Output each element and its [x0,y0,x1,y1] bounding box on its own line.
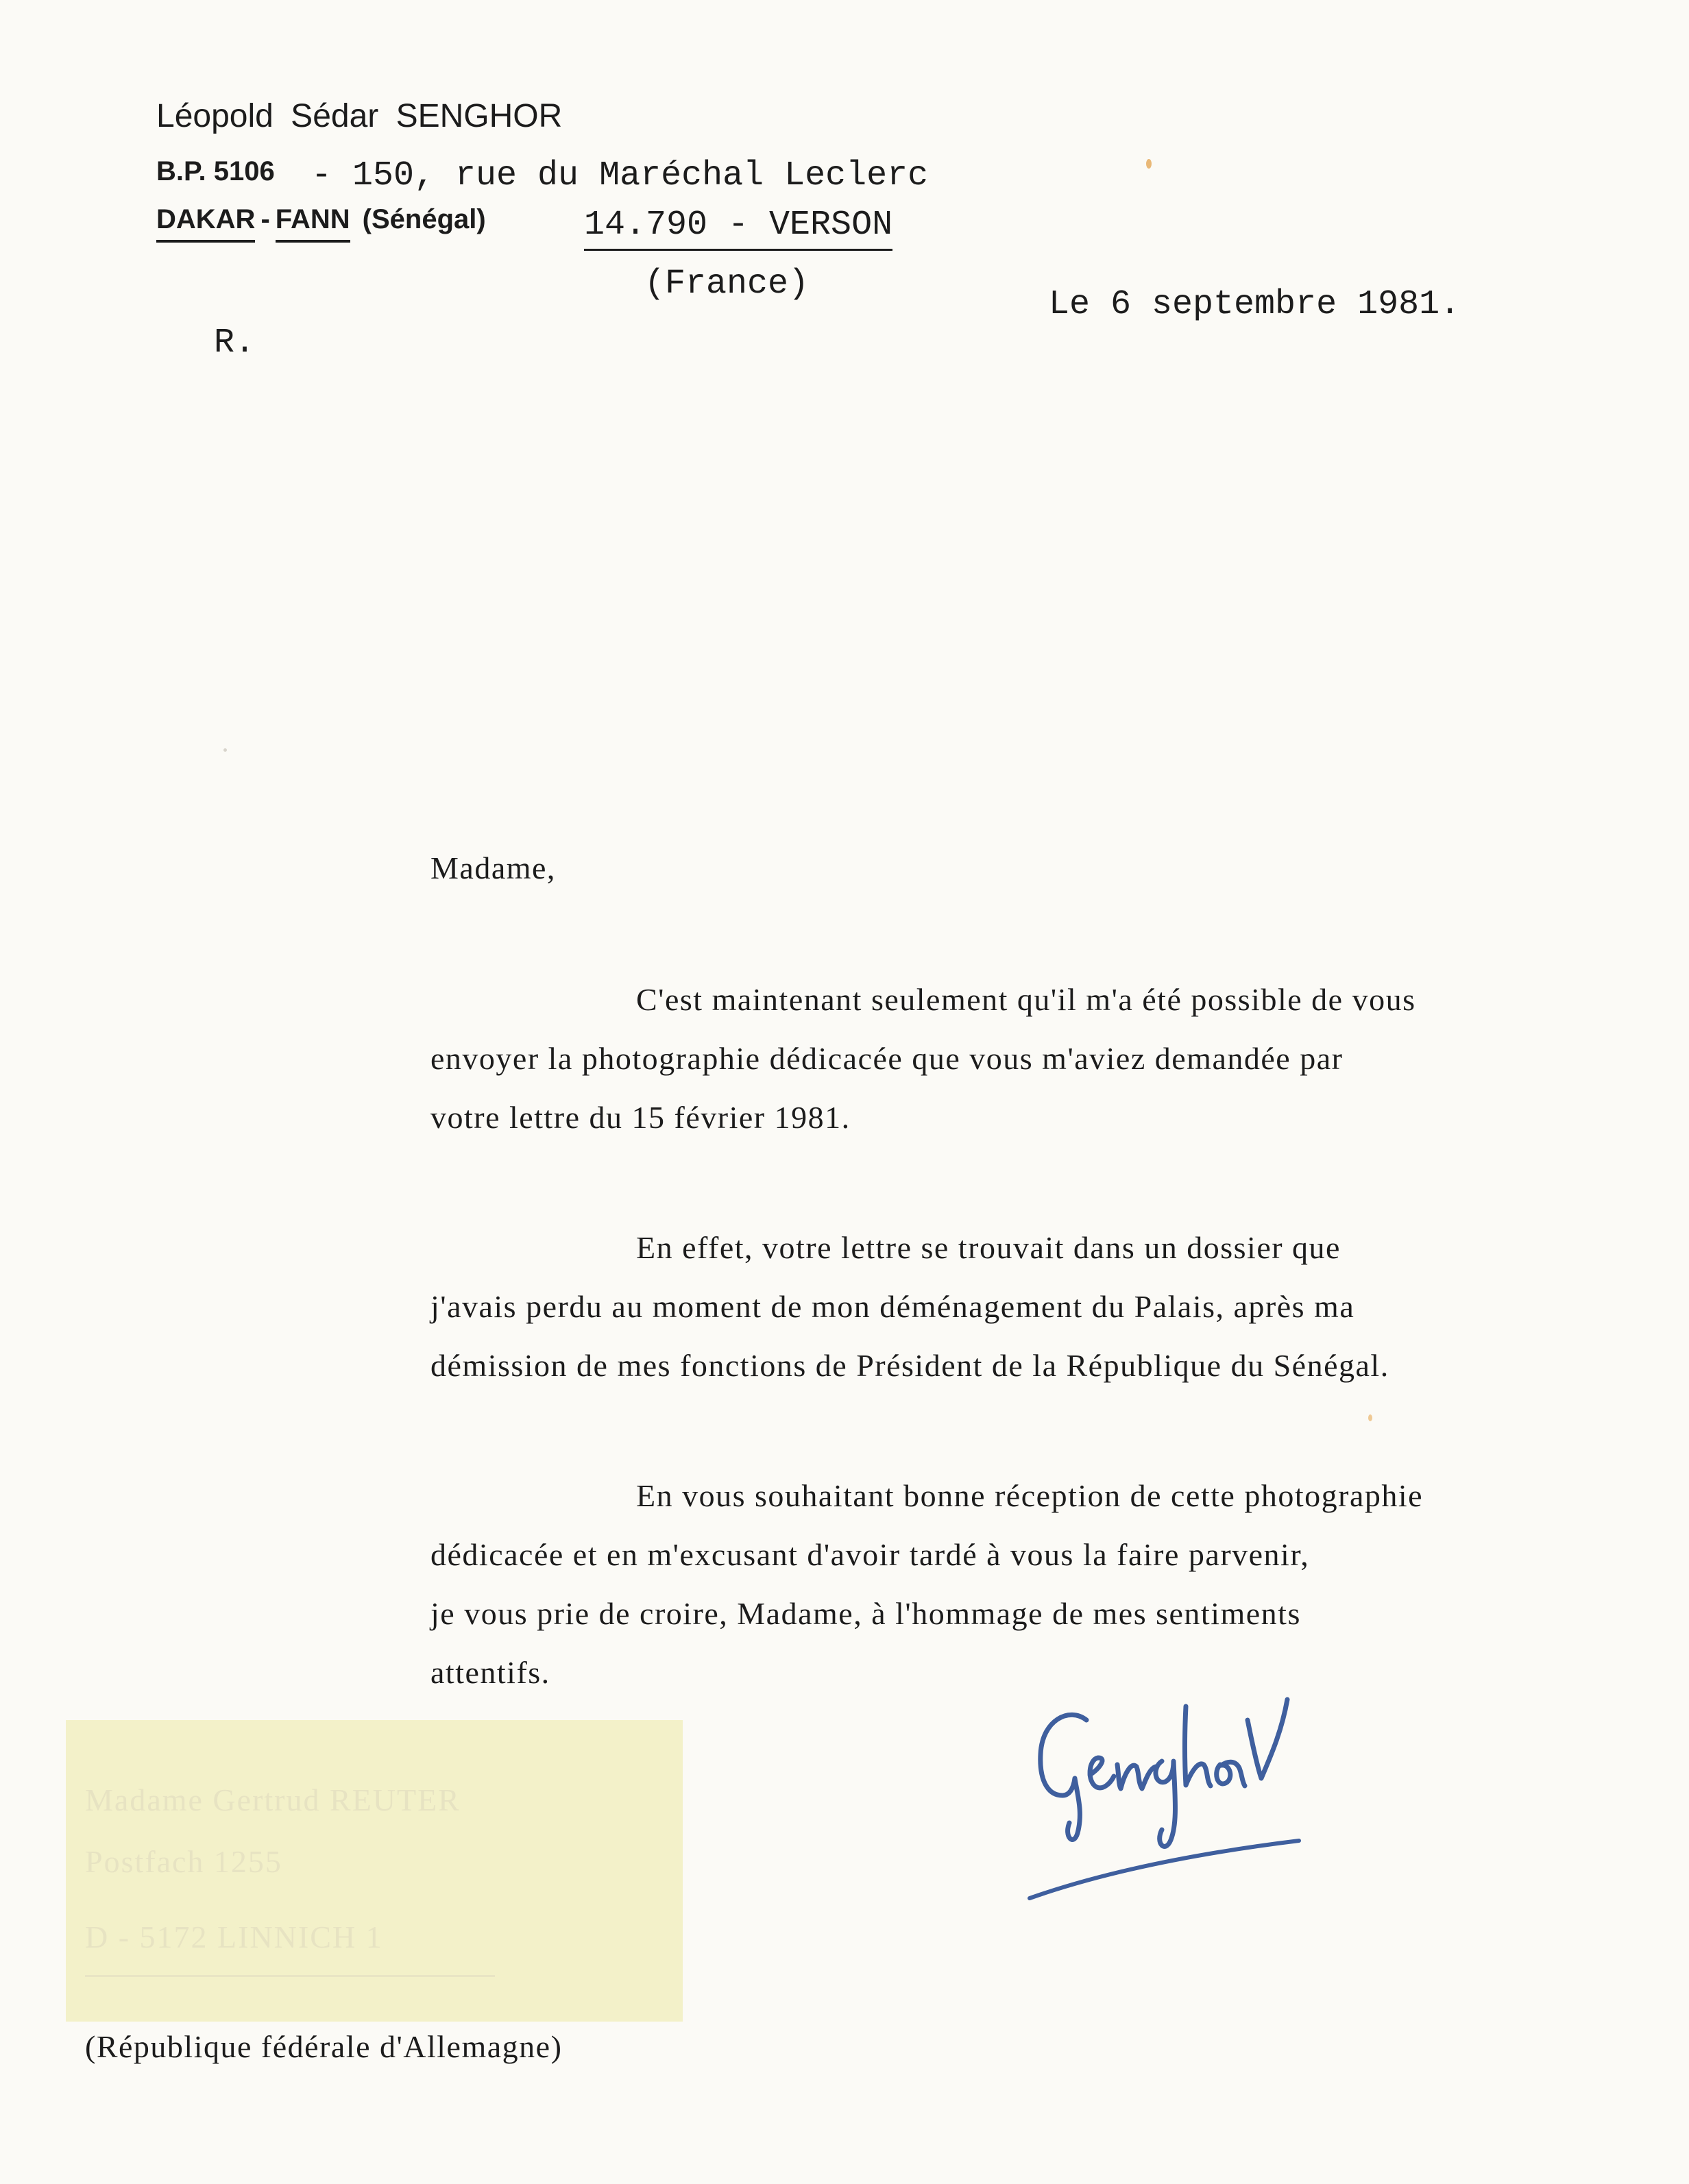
paragraph-3-line-1: En vous souhaitant bonne réception de cette photographie [636,1478,1424,1513]
slip-recipient-name: Madame Gertrud REUTER [85,1782,461,1817]
letterhead-country: (Sénégal) [362,204,486,234]
recipient-country: (République fédérale d'Allemagne) [85,2029,563,2064]
paper-speck [1368,1414,1372,1421]
paragraph-3 [430,1467,1651,1702]
paragraph-1-line-2: envoyer la photographie dédicacée que vous m'aviez demandée par [430,1041,1344,1076]
paragraph-1-line-3: votre lettre du 15 février 1981. [430,1100,851,1135]
address-street: - 150, rue du Maréchal Leclerc [311,156,929,195]
slip-city: D - 5172 LINNICH 1 [85,1919,383,1954]
paragraph-3-line-3: je vous prie de croire, Madame, à l'hommage de mes sentiments [430,1596,1301,1631]
address-postal [584,206,892,251]
salutation: Madame, [430,850,556,885]
paragraph-1 [430,970,1651,1147]
slip-po-box: Postfach 1255 [85,1844,282,1879]
letterhead-po-box: B.P. 5106 [156,156,275,186]
letterhead-name: Léopold Sédar SENGHOR [156,98,563,134]
paper-speck [1146,159,1152,169]
letterhead-city-name: DAKAR [156,204,255,243]
paragraph-3-line-4: attentifs. [430,1655,550,1690]
reference-mark: R. [214,323,256,363]
paragraph-2-line-3: démission de mes fonctions de Président de la République du Sénégal. [430,1348,1389,1383]
letter-date: Le 6 septembre 1981. [1049,285,1461,324]
paragraph-2-line-2: j'avais perdu au moment de mon déménagement du Palais, après ma [430,1289,1355,1324]
paper-speck [223,748,227,752]
slip-underline [85,1975,495,1977]
address-postal-text: 14.790 - VERSON [584,206,892,251]
letterhead-city: DAKAR - FANN (Sénégal) [156,204,486,235]
address-country: (France) [644,265,810,304]
letterhead-district: FANN [276,204,350,243]
paragraph-2-line-1: En effet, votre lettre se trouvait dans un dossier que [636,1230,1341,1265]
signature-image [1021,1693,1309,1919]
paragraph-1-line-1: C'est maintenant seulement qu'il m'a été possible de vous [636,982,1416,1017]
paragraph-2 [430,1218,1651,1395]
address-slip [66,1720,683,2022]
paragraph-3-line-2: dédicacée et en m'excusant d'avoir tardé à vous la faire parvenir, [430,1537,1310,1572]
